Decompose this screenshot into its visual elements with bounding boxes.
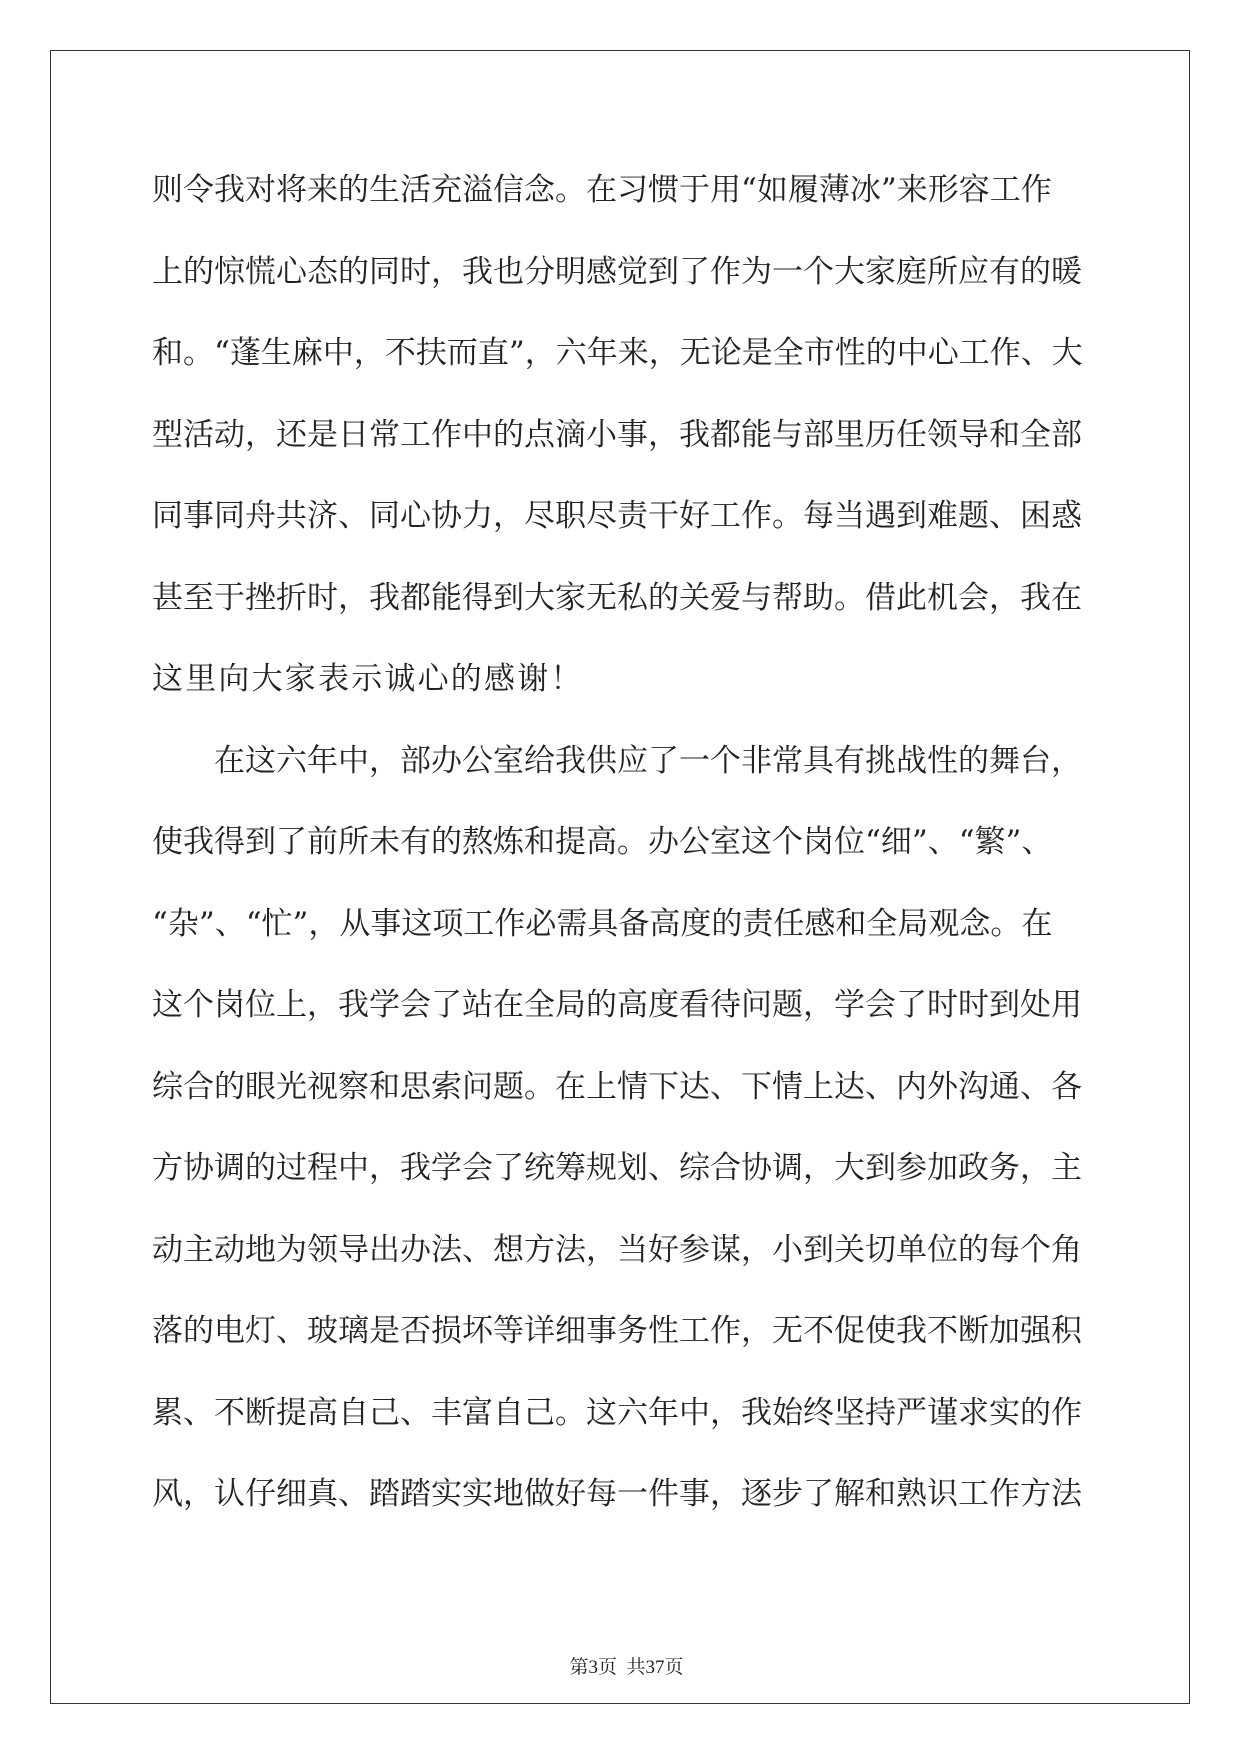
- text-line: 甚至于挫折时，我都能得到大家无私的关爱与帮助。借此机会，我在: [152, 579, 1082, 616]
- document-body: [152, 160, 1092, 1546]
- text-line: 综合的眼光视察和思索问题。在上情下达、下情上达、内外沟通、各: [152, 1068, 1082, 1105]
- page-number-footer: [0, 1630, 1241, 1679]
- text-line: 型活动，还是日常工作中的点滴小事，我都能与部里历任领导和全部: [152, 416, 1082, 453]
- text-line: 这个岗位上，我学会了站在全局的高度看待问题，学会了时时到处用: [152, 987, 1082, 1023]
- text-line: 这里向大家表示诚心的感谢！: [152, 661, 584, 697]
- page-number-label: 第3页 共37页: [569, 1657, 684, 1678]
- text-line: 累、不断提高自己、丰富自己。这六年中，我始终坚持严谨求实的作: [152, 1394, 1082, 1431]
- text-line: 使我得到了前所未有的熬炼和提高。办公室这个岗位“细”、“繁”、: [152, 824, 1053, 860]
- text-line: 则令我对将来的生活充溢信念。在习惯于用“如履薄冰”来形容工作: [152, 172, 1052, 208]
- text-line: “杂”、“忙”，从事这项工作必需具备高度的责任感和全局观念。在: [152, 905, 1053, 942]
- text-line: 和。“蓬生麻中，不扶而直”，六年来，无论是全市性的中心工作、大: [152, 335, 1083, 371]
- text-line: 同事同舟共济、同心协力，尽职尽责干好工作。每当遇到难题、困惑: [152, 498, 1082, 534]
- text-line: 方协调的过程中，我学会了统筹规划、综合协调，大到参加政务，主: [152, 1150, 1082, 1186]
- text-line: 上的惊慌心态的同时，我也分明感觉到了作为一个大家庭所应有的暖: [152, 253, 1082, 290]
- text-line: 风，认仔细真、踏踏实实地做好每一件事，逐步了解和熟识工作方法: [152, 1476, 1082, 1512]
- text-line: 落的电灯、玻璃是否损坏等详细事务性工作，无不促使我不断加强积: [152, 1313, 1082, 1349]
- text-line: 动主动地为领导出办法、想方法，当好参谋，小到关切单位的每个角: [152, 1231, 1082, 1268]
- text-line: 在这六年中，部办公室给我供应了一个非常具有挑战性的舞台，: [214, 742, 1082, 779]
